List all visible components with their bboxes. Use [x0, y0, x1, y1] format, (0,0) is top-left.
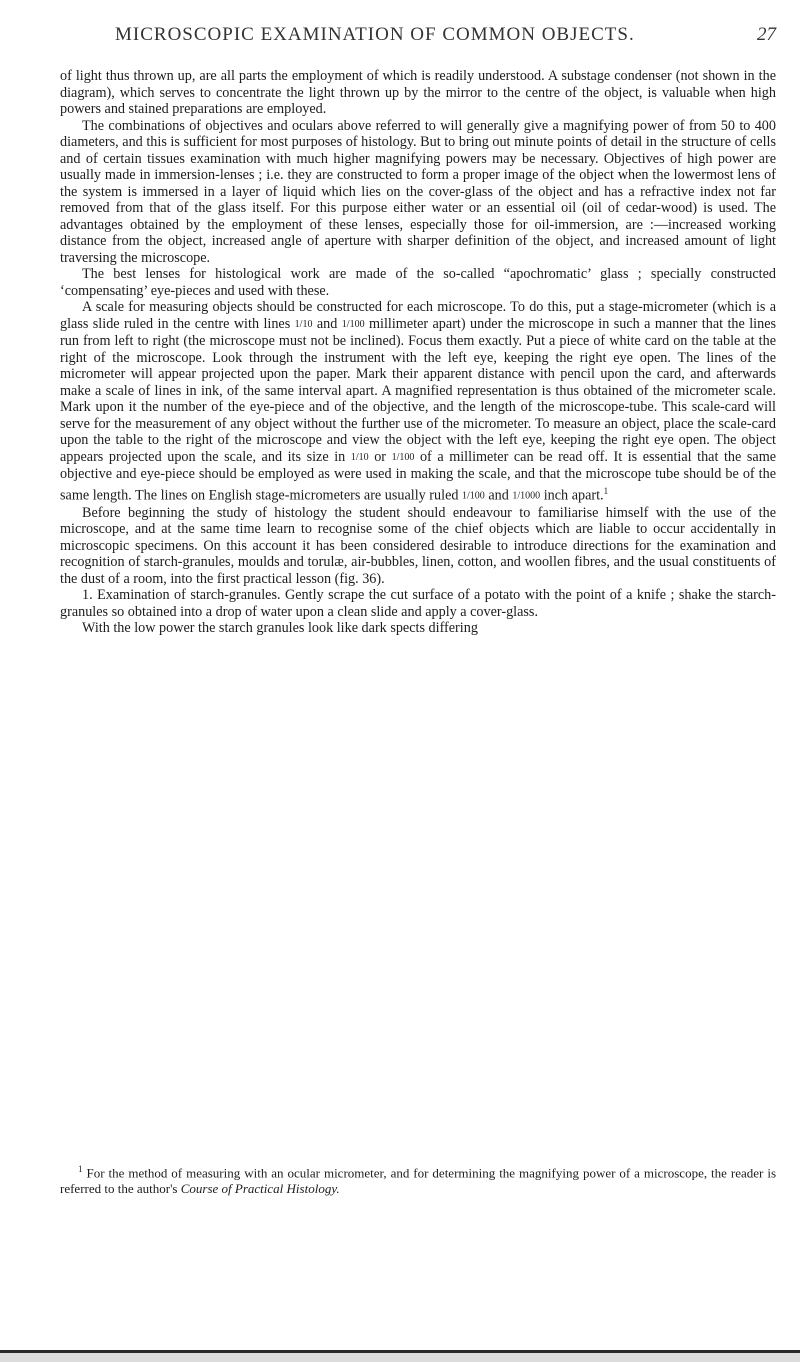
paragraph: of light thus thrown up, are all parts the employment of which is readily understood. A substage condenser (not shown in the diagram), which serves to concentrate the light thrown up by the mirror to the centre of the object, is valuable when high powers and stained preparations are employed. [60, 68, 776, 117]
paragraph: The best lenses for histological work are made of the so-called “apochromatic’ glass ; specially constructed ‘compensating’ eye-pieces and used with these. [60, 266, 776, 299]
page-number: 27 [757, 24, 776, 45]
paragraph: Before beginning the study of histology the student should endeavour to familiarise himself with the use of the microscope, and at the same time learn to recognise some of the chief objects which are liable to occur accidentally in microscopic specimens. On this account it has been considered desirable to introduce directions for the examination and recognition of starch-granules, moulds and torulæ, air-bubbles, linen, cotton, and woollen fibres, and the usual constituents of the dust of a room, into the first practical lesson (fig. 36). [60, 504, 776, 587]
paragraph: 1. Examination of starch-granules. Gently scrape the cut surface of a potato with the point of a knife ; shake the starch-granules so obtained into a drop of water upon a clean slide and apply a cover-glass. [60, 587, 776, 620]
footnote-marker: 1 [78, 1164, 83, 1174]
footnote-title: Course of Practical Histology. [180, 1180, 340, 1196]
body-text [60, 68, 776, 637]
page-header [60, 24, 776, 60]
text-run: inch apart. [543, 487, 604, 504]
fraction: 1/100 [391, 451, 415, 463]
fraction: 1/10 [294, 318, 313, 330]
text-run: and [316, 315, 338, 332]
footnote-ref: 1 [603, 485, 609, 496]
fraction: 1/100 [462, 490, 485, 502]
text-run: A scale for measuring objects should be constructed for each microscope. To do this, put a stage-micrometer (which is a glass slide ruled in the centre with lines [60, 299, 776, 332]
footnote-text: For the method of measuring with an ocular micrometer, and for determining the magnifying power of a microscope, the reader is referred to the author's [60, 1165, 777, 1196]
bottom-strip [0, 1353, 800, 1362]
text-run: and [488, 487, 509, 504]
paragraph-scale [60, 299, 776, 505]
running-head: MICROSCOPIC EXAMINATION OF COMMON OBJECTS. [115, 24, 635, 45]
fraction: 1/100 [341, 318, 365, 330]
fraction: 1/1000 [512, 490, 541, 502]
text-run: millimeter apart) under the microscope in such a manner that the lines run from left to right (the microscope must not be inclined). Focus them exactly. Put a piece of white card on the table at the right of the microscope. Look through the instrument with the left eye, keeping the right eye open. The lines of the micrometer will appear projected upon the paper. Mark their apparent distance with pencil upon the card, and afterwards make a scale of lines in ink, of the same interval apart. A magnified representation is thus obtained of the micrometer scale. Mark upon it the number of the eye-piece and of the objective, and the length of the microscope-tube. This scale-card will serve for the measurement of any object without the further use of the micrometer. To measure an object, place the scale-card upon the table to the right of the microscope and view the object with the left eye, keeping the right eye open. The object appears projected upon the scale, and its size in [60, 315, 777, 465]
text-run: or [374, 448, 387, 465]
text-run: of a millimeter can be read off. It is essential that the same objective and eye-piece should be employed as were used in making the scale, and that the microscope tube should be of the same length. The lines on English stage-micrometers are usually ruled [60, 448, 777, 504]
paragraph: With the low power the starch granules look like dark spects differing [82, 620, 478, 637]
footnotes [60, 1162, 776, 1196]
footnote [60, 1162, 776, 1196]
paragraph: The combinations of objectives and oculars above referred to will generally give a magnifying power of from 50 to 400 diameters, and this is sufficient for most purposes of histology. But to bring out minute points of detail in the structure of cells and of certain tissues examination with much higher magnifying powers may be necessary. Objectives of high power are usually made in immersion-lenses ; i.e. they are constructed to form a proper image of the object when the lowermost lens of the system is immersed in a layer of liquid which lies on the cover-glass of the object and has a refractive index not far removed from that of the glass itself. For this purpose either water or an essential oil (oil of cedar-wood) is used. The advantages obtained by the employment of these lenses, especially those for oil-immersion, are :—increased working distance from the object, increased angle of aperture with sharper definition of the object, and increased amount of light traversing the microscope. [60, 117, 776, 266]
fraction: 1/10 [350, 451, 369, 463]
